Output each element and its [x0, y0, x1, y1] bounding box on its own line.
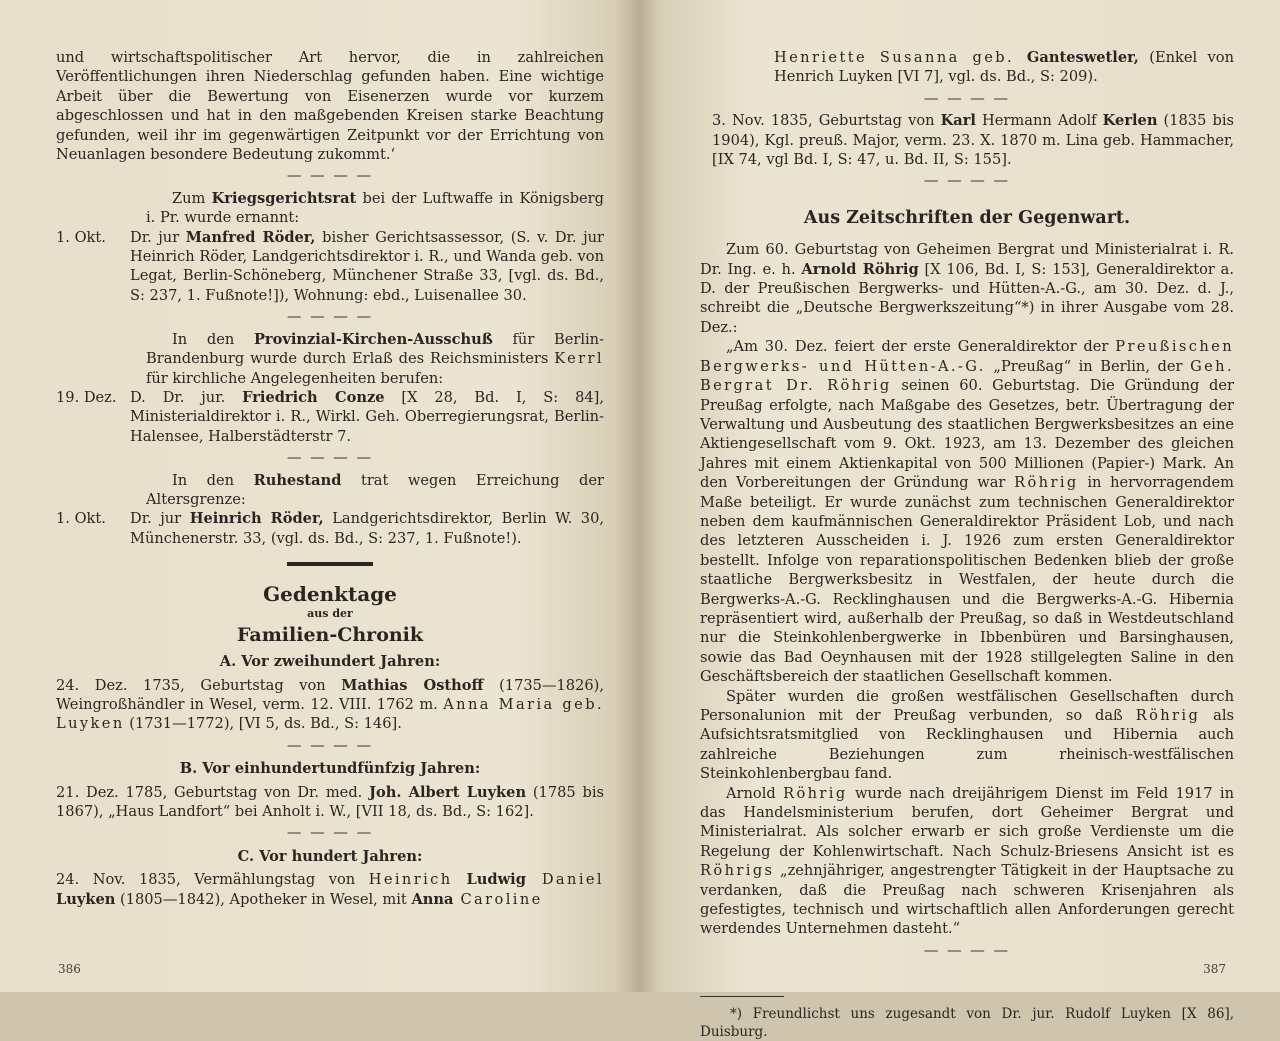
entry-date: 19. Dez.: [56, 388, 117, 406]
ruhestand-intro: In den Ruhestand trat wegen Erreichung der Altersgrenze:: [146, 471, 604, 508]
ruhestand-entry: [56, 509, 604, 548]
section-c-heading: C. Vor hundert Jahren:: [237, 847, 423, 865]
kriegsgericht-intro: Zum Kriegsgerichtsrat bei der Luftwaffe in Königsberg i. Pr. wurde ernannt:: [146, 189, 604, 227]
section-rule: [287, 562, 373, 566]
zeitschriften-heading: Aus Zeitschriften der Gegenwart.: [803, 207, 1131, 228]
provinzial-term: Provinzial-Kirchen-Ausschuß: [253, 330, 493, 348]
page-number-left: 386: [58, 962, 81, 976]
section-a-heading: A. Vor zweihundert Jahren:: [219, 653, 441, 671]
gedenktage-subtitle: aus der: [307, 607, 353, 621]
person-name: Arnold Röhrig: [801, 260, 919, 278]
entry-text: Dr. jur Manfred Röder, bisher Gerichtsassessor, (S. v. Dr. jur Heinrich Röder, Landgerichtsdirektor i. R., und Wanda geb. von Legat, Berlin-Schöneberg, Münchener Straße 33, [vgl. ds. Bd., S: 237, 1. Fußnote!]), Wohnung: ebd., Luisenallee 30.: [130, 228, 605, 304]
person-name: Joh. Albert Luyken: [369, 783, 527, 801]
paragraph-3: Später wurden die großen westfälischen Gesellschaften durch Personalunion mit der Preußag verbunden, so daß Röhrig als Aufsichtsratsmitglied von Recklinghausen und Hibernia auch zahlreiche Beziehungen zum rheinisch-westfälischen Steinkohlenbergbau fand.: [700, 687, 1234, 783]
footnote: *) Freundlichst uns zugesandt von Dr. jur. Rudolf Luyken [X 86], Duisburg.: [700, 1006, 1234, 1041]
minister-name: Kerrl: [554, 350, 604, 368]
separator: — — — —: [923, 172, 1011, 190]
entry-b: 21. Dez. 1785, Geburtstag von Dr. med. Joh. Albert Luyken (1785 bis 1867), „Haus Landfort“ bei Anholt i. W., [VII 18, ds. Bd., S: 162].: [56, 783, 604, 820]
right-page: [640, 0, 1280, 1041]
separator: — — — —: [286, 449, 374, 467]
section-b-heading: B. Vor einhundertundfünfzig Jahren:: [179, 760, 481, 778]
footnote-rule: [700, 996, 784, 997]
paragraph-1: Zum 60. Geburtstag von Geheimen Bergrat und Ministerialrat i. R. Dr. Ing. e. h. Arnold Röhrig [X 106, Bd. I, S: 153], Generaldirektor a. D. der Preußischen Bergwerks- und Hütten-A.-G., am 30. Dez. d. J., schreibt die „Deutsche Bergwerkszeitung“*) in ihrer Ausgabe vom 28. Dez.:: [700, 241, 1234, 336]
left-page-content: [56, 48, 604, 909]
separator: — — — —: [286, 308, 374, 326]
person-name: Karl: [940, 112, 976, 130]
entry-c: 24. Nov. 1835, Vermählungstag von Heinrich Ludwig Daniel Luyken (1805—1842), Apotheker in Wesel, mit Anna Caroline: [56, 871, 604, 908]
person-name: Mathias Osthoff: [341, 676, 484, 694]
spouse-name: Anna Maria geb. Luyken: [56, 695, 604, 733]
entry-date: 1. Okt.: [56, 228, 106, 246]
intro-paragraph: und wirtschaftspolitischer Art hervor, die in zahlreichen Veröffentlichungen ihren Niederschlag gefunden haben. Eine wichtige Arbeit über die Bewertung von Eisenerzen wurde vor kurzem abgeschlossen und hat in den maßgebenden Kreisen starke Beachtung gefunden, weil ihr im gegenwärtigen Zeitpunkt vor der Errichtung von Neuanlagen besondere Bedeutung zukommt.‘: [56, 49, 604, 164]
person-name: Manfred Röder,: [185, 228, 316, 246]
separator: — — — —: [286, 824, 374, 842]
entry-date: 1. Okt.: [56, 510, 106, 528]
kriegsgericht-term: Kriegsgerichtsrat: [211, 189, 357, 207]
right-page-content: [700, 48, 1234, 1041]
kerlen-entry: 3. Nov. 1835, Geburtstag von Karl Hermann Adolf Kerlen (1835 bis 1904), Kgl. preuß. Major, verm. 23. X. 1870 m. Lina geb. Hammacher, [IX 74, vgl Bd. I, S: 47, u. Bd. II, S: 155].: [712, 112, 1234, 169]
entry-a: 24. Dez. 1735, Geburtstag von Mathias Osthoff (1735—1826), Weingroßhändler in Wesel, verm. 12. VIII. 1762 m. Anna Maria geb. Luyken (1731—1772), [VI 5, ds. Bd., S: 146].: [56, 676, 604, 733]
entry-text: D. Dr. jur. Friedrich Conze [X 28, Bd. I, S: 84], Ministerialdirektor i. R., Wirkl. Geh. Oberregierungsrat, Berlin-Halensee, Halberstädterstr 7.: [130, 388, 604, 445]
person-name: Friedrich Conze: [242, 388, 385, 406]
separator: — — — —: [286, 736, 374, 754]
person-name: Ganteswetler,: [1026, 49, 1139, 66]
separator: — — — —: [923, 941, 1011, 959]
paragraph-4: Arnold Röhrig wurde nach dreijährigem Dienst im Feld 1917 in das Handelsministerium berufen, dort Geheimer Bergrat und Ministerialrat. Als solcher erwarb er sich große Verdienste um die Regelung der Kohlenwirtschaft. Nach Schulz-Briesens Ansicht ist es Röhrigs „zehnjähriger, angestrengter Tätigkeit in der Hauptsache zu verdanken, daß die Preußag nach schweren Krisenjahren als gefestigtes, technisch und wirtschaftlich allen Anforderungen gerecht werdendes Unternehmen dasteht.“: [700, 784, 1235, 938]
paragraph-2: „Am 30. Dez. feiert der erste Generaldirektor der Preußischen Bergwerks- und Hütten-A.-G. „Preußag“ in Berlin, der Geh. Bergrat Dr. Röhrig seinen 60. Geburtstag. Die Gründung der Preußag erfolgte, nach Maßgabe des Gesetzes, betr. Übertragung der Verwaltung und Ausbeutung des staatlichen Bergwerksbesitzes an eine Aktiengesellschaft vom 9. Okt. 1923, am 13. Dezember des gleichen Jahres mit einem Aktienkapital von 500 Millionen (Papier-) Mark. An den Vorbereitungen der Gründung war Röhrig in hervorragendem Maße beteiligt. Er wurde zunächst zum technischen Generaldirektor neben dem kaufmännischen Generaldirektor Präsident Lob, und nach des letzteren Ausscheiden i. J. 1926 zum ersten Generaldirektor bestellt. Infolge von reparationspolitischen Bedenken blieb der große staatliche Bergwerksbesitz in Westfalen, der heute durch die Bergwerks-A.-G. Recklinghausen und die Bergwerks-A.-G. Hibernia repräsentiert wird, außerhalb der Preußag, so daß in Westdeutschland nur die Steinkohlenbergwerke in Ibbenbüren und Barsinghausen, sowie das Bad Oeynhausen mit der 1928 stillgelegten Saline in den Geschäftsbereich der staatlichen Gesellschaft kommen.: [700, 338, 1234, 686]
page-number-right: 387: [1203, 962, 1226, 976]
separator: — — — —: [923, 89, 1011, 107]
left-page: [0, 0, 640, 992]
person-name: Heinrich Röder,: [189, 510, 324, 528]
chronik-title: Familien-Chronik: [236, 624, 424, 647]
continuation-entry: Henriette Susanna geb. Ganteswetler, (Enkel von Henrich Luyken [VI 7], vgl. ds. Bd., S: 209).: [774, 49, 1234, 86]
provinzial-intro: In den Provinzial-Kirchen-Ausschuß für Berlin-Brandenburg wurde durch Erlaß des Reichsministers Kerrl für kirchliche Angelegenheiten berufen:: [146, 330, 604, 387]
provinzial-entry: [56, 388, 604, 446]
separator: — — — —: [286, 167, 374, 185]
entry-text: Dr. jur Heinrich Röder, Landgerichtsdirektor, Berlin W. 30, Münchenerstr. 33, (vgl. ds. Bd., S: 237, 1. Fußnote!).: [130, 510, 604, 547]
gedenktage-title: Gedenktage: [263, 582, 397, 607]
kriegsgericht-entry: [56, 228, 604, 306]
ruhestand-term: Ruhestand: [253, 471, 342, 489]
